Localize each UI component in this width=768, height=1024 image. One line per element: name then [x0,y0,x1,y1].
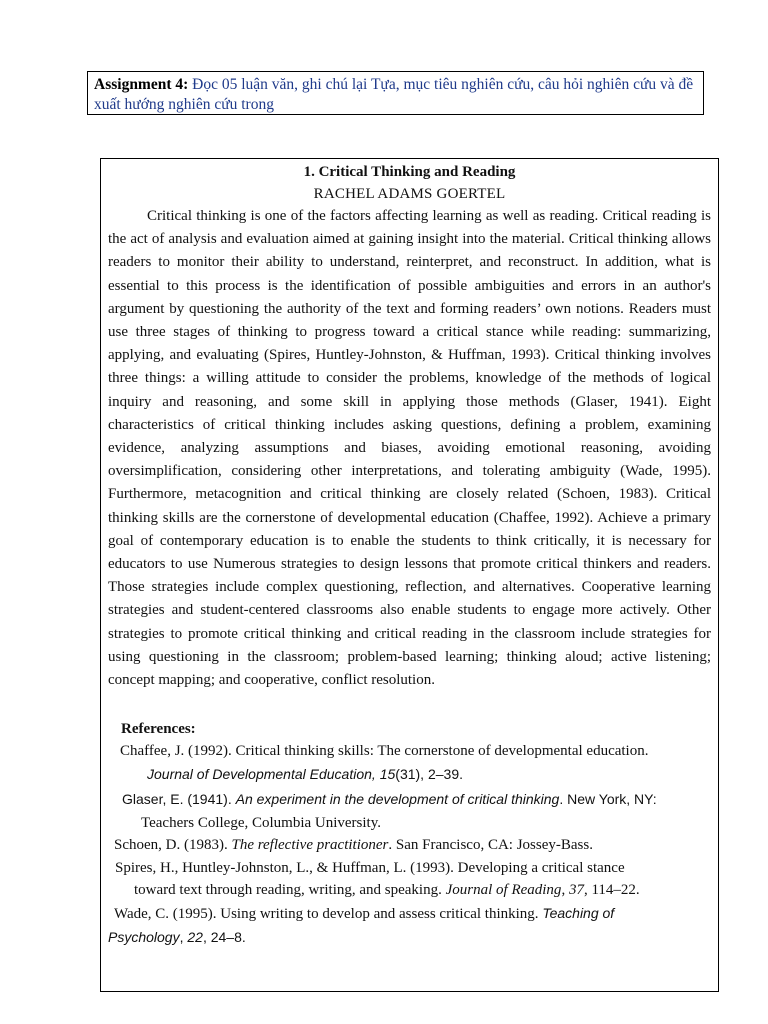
article-title: 1. Critical Thinking and Reading [303,164,516,180]
ref-glaser-title: An experiment in the development of critical thinking [235,791,560,808]
ref-chaffee-text: Chaffee, J. (1992). Critical thinking skills: The cornerstone of developmental education. [120,743,649,760]
references-heading: References: [121,721,196,738]
reference-chaffee [120,740,711,786]
ref-schoen-title: The reflective practitioner [231,837,389,854]
ref-wade-volume: 22 [187,929,203,946]
assignment-box [87,71,704,115]
ref-glaser-publisher: Teachers College, Columbia University. [141,814,381,831]
assignment-text: Đọc 05 luận văn, ghi chú lại Tựa, mục tiêu nghiên cứu, câu hỏi nghiên cứu và đề xuất hướng nghiên cứu trong [94,76,694,113]
reference-glaser [122,788,711,834]
ref-schoen-author: Schoen, D. (1983). [114,837,232,854]
ref-spires-pages: , 114–22. [583,882,640,899]
ref-spires-authors: Spires, H., Huntley-Johnston, L., & Huffman, L. (1993). Developing a critical stance [115,859,625,876]
ref-spires-journal: Journal of Reading [445,882,562,899]
ref-glaser-place: . New York, NY: [559,791,657,808]
reference-wade-cont: Psychology, 22, 24–8. [108,929,246,946]
ref-spires-volume: 37 [568,882,584,899]
article-author: RACHEL ADAMS GOERTEL [313,186,506,202]
ref-glaser-author: Glaser, E. (1941). [122,791,236,808]
ref-wade-journal-b: Psychology [108,929,180,946]
assignment-label: Assignment 4: [94,76,189,93]
ref-chaffee-rest: (31), 2–39. [395,765,463,782]
article-box [100,158,719,992]
reference-spires: Spires, H., Huntley-Johnston, L., & Huffman, L. (1993). Developing a critical stance toward text through reading, writing, and speaking. Journal of Reading, 37, 114–22. [115,859,640,899]
ref-spires-title: toward text through reading, writing, and speaking. [134,882,446,899]
ref-chaffee-journal: Journal of Developmental Education, 15 [147,765,396,782]
reference-schoen [114,834,711,857]
ref-schoen-publisher: . San Francisco, CA: Jossey-Bass. [388,837,593,854]
ref-wade-journal-a: Teaching of [542,904,615,921]
ref-wade-text: Wade, C. (1995). Using writing to develop and assess critical thinking. [114,905,543,922]
article-body: Critical thinking is one of the factors affecting learning as well as reading. Critical reading is the act of analysis and evaluation aimed at gaining insight into the material. Critical thinking allows readers to monitor their ability to understand, reinterpret, and reconstruct. In addition, what is essential to this process is the identification of possible ambiguities and errors in an author's argument by questioning the authority of the text and forming readers’ own notions. Readers must use three stages of thinking to progress toward a critical stance while reading: summarizing, applying, and evaluating (Spires, Huntley-Johnston, & Huffman, 1993). Critical thinking involves three things: a willing attitude to consider the problems, knowledge of the methods of logical inquiry and reasoning, and some skill in applying those methods (Glaser, 1941). Eight characteristics of critical thinking includes asking questions, defining a problem, examining evidence, analyzing assumptions and biases, avoiding emotional reasoning, avoiding oversimplification, considering other interpretations, and tolerating ambiguity (Wade, 1995). Furthermore, metacognition and critical thinking are closely related (Schoen, 1983). Critical thinking skills are the cornerstone of developmental education (Chaffee, 1992). Achieve a primary goal of contemporary education is to enable the students to think critically, it is necessary for educators to use Numerous strategies to design lessons that promote critical thinkers and readers. Those strategies include complex questioning, reflection, and alternatives. Cooperative learning strategies and student-centered classrooms also enable students to engage more actively. Other strategies to promote critical thinking and critical reading in the classroom include strategies for using questioning in the classroom; problem-based learning; thinking aloud; active listening; concept mapping; and cooperative, conflict resolution. [108,208,711,689]
reference-wade [114,902,711,926]
ref-wade-pages: , 24–8. [202,929,246,946]
